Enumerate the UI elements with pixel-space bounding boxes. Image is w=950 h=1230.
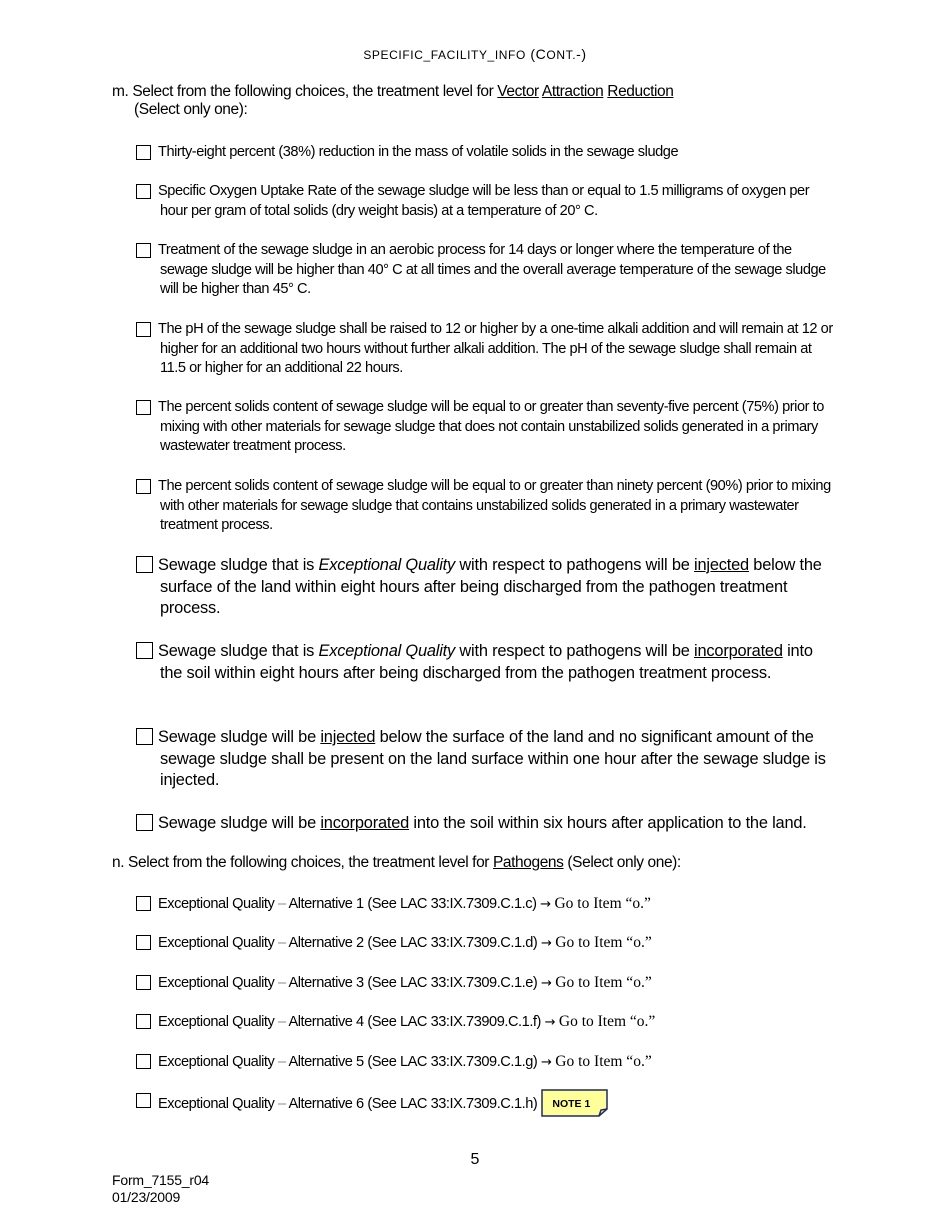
option-alternative: Alternative 1 (See LAC 33:IX.7309.C.1.c) [288,896,541,912]
option-text-mid: with respect to pathogens will be [455,556,695,574]
option-text [160,1091,836,1117]
option-label: Exceptional Quality [158,1095,275,1112]
option-text: Thirty-eight percent (38%) reduction in the mass of volatile solids in the sewage sludge [158,144,679,160]
header-cont-rest: ONT. [546,48,577,62]
option-text [160,1052,836,1073]
option-text [160,1012,836,1033]
option-text-underline: injected [320,728,376,746]
vector-option-9[interactable] [136,727,836,792]
header-cont-open: (C [530,46,547,62]
arrow-right-icon: → [540,976,552,991]
option-text-post: into the soil within eight hours after being discharged from the pathogen treatment process. [160,642,813,682]
note-label: NOTE 1 [552,1098,591,1110]
option-text [160,973,836,994]
option-text: Treatment of the sewage sludge in an aerobic process for 14 days or longer where the temperature of the sewage sludge will be higher than 40° C at all times and the overall average temperature of the sewage sludge will be higher than 45° C. [158,242,826,298]
option-alternative: Alternative 5 (See LAC 33:IX.7309.C.1.g) [288,1054,541,1070]
option-alternative: Alternative 2 (See LAC 33:IX.7309.C.1.d) [288,935,541,951]
option-text-post: below the surface of the land and no significant amount of the sewage sludge shall be present on the land surface within one hour after the sewage sludge is injected. [160,728,826,790]
option-goto: Go to Item “o.” [551,934,652,951]
pathogen-option-3[interactable] [136,973,836,994]
arrow-right-icon: → [540,897,551,912]
option-text-emphasis: Exceptional Quality [318,556,456,574]
header-cont-close: -) [576,46,587,62]
option-alternative: Alternative 4 (See LAC 33:IX.73909.C.1.f) [288,1014,545,1030]
checkbox[interactable] [136,935,151,950]
option-text [160,933,836,954]
vector-option-4[interactable] [136,320,836,379]
option-dash: – [274,975,289,991]
vector-option-8[interactable] [136,641,836,684]
vector-option-10[interactable] [136,813,836,835]
checkbox[interactable] [136,322,151,337]
checkbox[interactable] [136,975,151,990]
question-m-sub: (Select only one): [134,101,248,118]
pathogen-option-1[interactable] [136,894,836,915]
checkbox[interactable] [136,556,153,573]
checkbox[interactable] [136,642,153,659]
option-text-pre: Sewage sludge will be [158,814,321,832]
option-dash: – [274,896,289,912]
option-goto: Go to Item “o.” [551,974,652,991]
note-1-button[interactable] [541,1089,607,1115]
question-n [112,854,852,872]
checkbox[interactable] [136,728,153,745]
pathogen-option-6[interactable] [136,1091,836,1117]
checkbox[interactable] [136,1054,151,1069]
option-text-pre: Sewage sludge that is [158,642,319,660]
option-text-emphasis: Exceptional Quality [318,642,456,660]
checkbox[interactable] [136,479,151,494]
pathogen-option-5[interactable] [136,1052,836,1073]
option-goto: Go to Item “o.” [550,895,651,912]
option-text: The pH of the sewage sludge shall be raised to 12 or higher by a one-time alkali addition and will remain at 12 or higher for an additional two hours without further alkali addition. The pH of the sewage sludge shall remain at 11.5 or higher for an additional 22 hours. [158,321,833,377]
vector-option-1[interactable] [136,143,836,163]
option-text-underline: injected [694,556,749,574]
option-text: Specific Oxygen Uptake Rate of the sewage sludge will be less than or equal to 1.5 milligrams of oxygen per hour per gram of total solids (dry weight basis) at a temperature of 20° C. [158,183,810,219]
arrow-right-icon: → [544,1015,556,1030]
page-number: 5 [470,1151,480,1168]
option-dash: – [274,935,289,951]
option-text [160,641,836,684]
vector-option-2[interactable] [136,182,836,221]
question-m-term-attraction: Attraction [541,83,604,100]
option-text [160,894,836,915]
option-goto: Go to Item “o.” [551,1053,652,1070]
option-text: The percent solids content of sewage sludge will be equal to or greater than ninety percent (90%) prior to mixing with other materials for sewage sludge that contains unstabilized solids generated in a primary wastewater treatment process. [158,478,831,534]
option-text-mid: with respect to pathogens will be [455,642,695,660]
pathogen-option-4[interactable] [136,1012,836,1033]
question-m-term-vector: Vector [497,83,539,100]
option-alternative: Alternative 3 (See LAC 33:IX.7309.C.1.e) [288,975,541,991]
question-m [112,83,852,119]
checkbox[interactable] [136,814,153,831]
option-label: Exceptional Quality [158,1014,275,1030]
vector-option-3[interactable] [136,241,836,300]
option-text-underline: incorporated [694,642,783,660]
option-text-post: into the soil within six hours after application to the land. [409,814,807,832]
option-text [160,555,836,620]
question-m-prefix: m. Select from the following choices, the treatment level for [112,83,498,100]
option-text: The percent solids content of sewage sludge will be equal to or greater than seventy-five percent (75%) prior to mixing with other materials for sewage sludge that does not contain unstabilized solids generated in a primary wastewater treatment process. [158,399,824,455]
question-n-suffix: (Select only one): [563,854,681,871]
arrow-right-icon: → [540,1055,552,1070]
page-header [0,46,950,62]
option-text-pre: Sewage sludge will be [158,728,321,746]
footer-form-id: Form_7155_r04 [112,1172,210,1188]
checkbox[interactable] [136,184,151,199]
arrow-right-icon: → [540,936,552,951]
footer-date: 01/23/2009 [112,1189,181,1205]
vector-option-7[interactable] [136,555,836,620]
option-dash: – [274,1095,289,1112]
question-n-prefix: n. Select from the following choices, the treatment level for [112,854,493,871]
footer [112,1172,209,1206]
checkbox[interactable] [136,1014,151,1029]
option-goto: Go to Item “o.” [555,1013,656,1030]
header-title: SPECIFIC_FACILITY_INFO [363,48,526,62]
option-text-post: below the surface of the land within eight hours after being discharged from the pathogen treatment process. [160,556,822,618]
checkbox[interactable] [136,1093,151,1108]
option-text-pre: Sewage sludge that is [158,556,319,574]
option-text [160,813,836,835]
option-dash: – [274,1014,289,1030]
question-n-term-pathogens: Pathogens [492,854,564,871]
option-dash: – [274,1054,289,1070]
checkbox[interactable] [136,243,151,258]
checkbox[interactable] [136,400,151,415]
vector-option-6[interactable] [136,477,836,536]
option-alternative: Alternative 6 (See LAC 33:IX.7309.C.1.h) [288,1095,538,1112]
option-text [160,727,836,792]
option-text-underline: incorporated [320,814,410,832]
vector-option-5[interactable] [136,398,836,457]
option-label: Exceptional Quality [158,935,275,951]
pathogen-option-2[interactable] [136,933,836,954]
checkbox[interactable] [136,896,151,911]
option-label: Exceptional Quality [158,1054,275,1070]
question-m-term-reduction: Reduction [607,83,674,100]
checkbox[interactable] [136,145,151,160]
option-label: Exceptional Quality [158,975,275,991]
option-label: Exceptional Quality [158,896,275,912]
